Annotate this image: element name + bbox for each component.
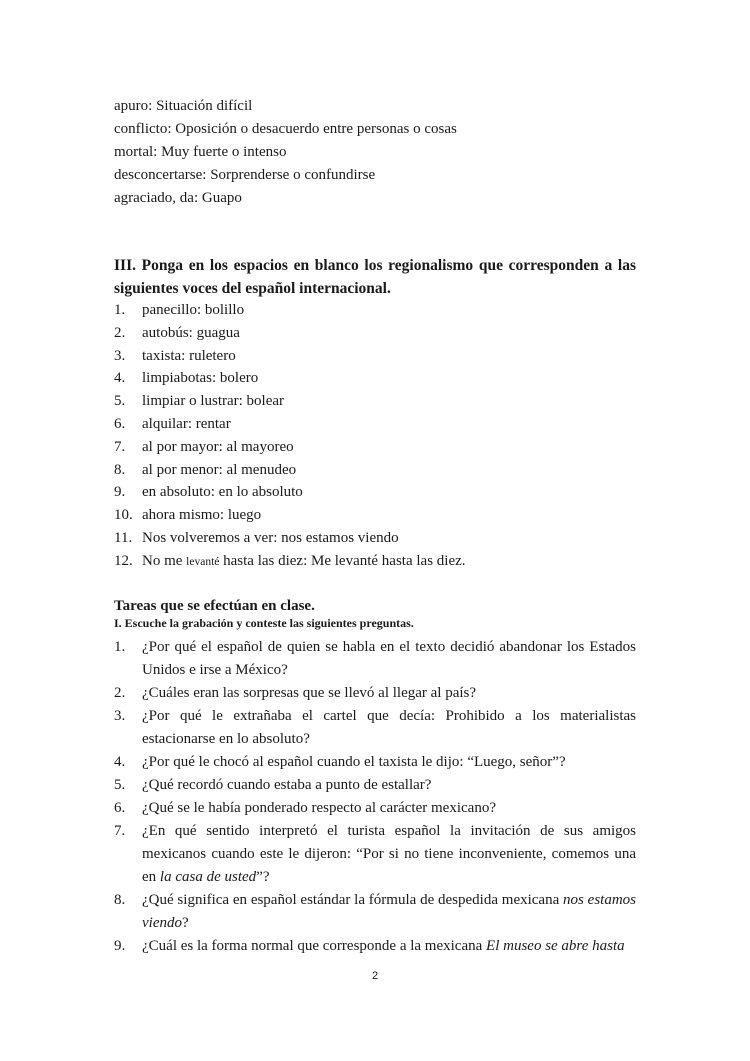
list-item: 7. ¿En qué sentido interpretó el turista español la invitación de sus amigos mexicanos cuando este le dijeron: “Por si no tiene inconveniente, comemos una en la casa de usted”? — [114, 823, 636, 885]
list-item: 1. ¿Por qué el español de quien se habla en el texto decidió abandonar los Estados Unidos e irse a México? — [114, 639, 636, 678]
list-item: 11. Nos volveremos a ver: nos estamos viendo — [114, 529, 399, 546]
list-item: 3. ¿Por qué le extrañaba el cartel que decía: Prohibido a los materialistas estacionarse en lo absoluto? — [114, 708, 636, 747]
definition-line: agraciado, da: Guapo — [114, 190, 242, 206]
page-number: 2 — [371, 970, 379, 982]
definition-line: apuro: Situación difícil — [114, 98, 253, 114]
list-item: 5. limpiar o lustrar: bolear — [114, 393, 285, 410]
definition-line: conflicto: Oposición o desacuerdo entre personas o cosas — [114, 121, 457, 137]
regionalism-list — [114, 300, 644, 574]
list-item: 4. ¿Por qué le chocó al español cuando el taxista le dijo: “Luego, señor”? — [114, 754, 566, 770]
question-list — [114, 636, 636, 958]
list-item: 5. ¿Qué recordó cuando estaba a punto de estallar? — [114, 777, 432, 793]
list-item: 3. taxista: ruletero — [114, 347, 236, 364]
list-item: 10. ahora mismo: luego — [114, 507, 262, 524]
list-item: 12. No me levanté hasta las diez: Me levanté hasta las diez. — [114, 552, 466, 569]
definition-line: desconcertarse: Sorprenderse o confundirse — [114, 167, 376, 183]
list-item: 2. ¿Cuáles eran las sorpresas que se llevó al llegar al país? — [114, 685, 477, 701]
tasks-title: Tareas que se efectúan en clase. — [114, 598, 315, 614]
list-item: 2. autobús: guagua — [114, 324, 240, 341]
list-item: 8. ¿Qué significa en español estándar la fórmula de despedida mexicana nos estamos viendo? — [114, 892, 636, 931]
list-item: 8. al por menor: al menudeo — [114, 461, 297, 478]
section-3-heading: III. Ponga en los espacios en blanco los regionalismo que corresponden a las siguientes voces del español internacional. — [114, 257, 636, 297]
list-item: 9. ¿Cuál es la forma normal que corresponde a la mexicana El museo se abre hasta — [114, 938, 625, 954]
list-item: 9. en absoluto: en lo absoluto — [114, 484, 303, 501]
list-item: 7. al por mayor: al mayoreo — [114, 438, 294, 455]
definition-line: mortal: Muy fuerte o intenso — [114, 144, 287, 160]
list-item: 1. panecillo: bolillo — [114, 302, 245, 318]
list-item: 6. ¿Qué se le había ponderado respecto al carácter mexicano? — [114, 800, 496, 816]
list-item: 4. limpiabotas: bolero — [114, 370, 259, 387]
list-item: 6. alquilar: rentar — [114, 415, 231, 432]
tasks-subtitle: I. Escuche la grabación y conteste las siguientes preguntas. — [114, 616, 414, 630]
